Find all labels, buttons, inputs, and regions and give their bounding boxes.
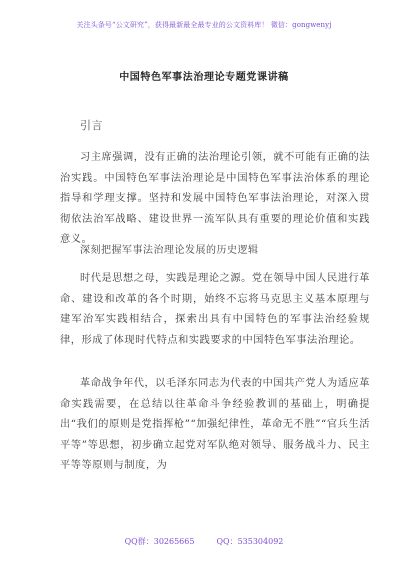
- footer-qq-group: QQ群：30265665: [124, 537, 195, 546]
- paragraph-history: 时代是思想之母，实践是理论之源。党在领导中国人民进行革命、建设和改革的各个时期，始终不忘将马克思主义基本原理与建军治军实践相结合，探索出具有中国特色的军事法治经验规律，形成了体现时代特点和实践要求的中国特色军事法治理论。: [60, 273, 370, 346]
- footer-contact: [0, 536, 408, 547]
- intro-heading: 引言: [80, 119, 103, 132]
- paragraph-revolution: 革命战争年代，以毛泽东同志为代表的中国共产党人为适应革命实践需要，在总结以往革命斗争经验教训的基础上，明确提出“我们的原则是党指挥枪”“加强纪律性，革命无不胜”“官兵生活平等”等思想，初步确立起党对军队绝对领导、服务战斗力、民主平等等原则与制度，为: [60, 378, 370, 471]
- document-title: 中国特色军事法治理论专题党课讲稿: [119, 72, 289, 83]
- paragraph-intro: 习主席强调，没有正确的法治理论引领，就不可能有正确的法治实践。中国特色军事法治理论是中国特色军事法治体系的理论指导和学理支撑。坚持和发展中国特色军事法治理论，对深入贯彻依法治军战略、建设世界一流军队具有重要的理论价值和实践意义。: [60, 152, 370, 245]
- header-banner: 关注头条号“公文研究”，获得最新最全最专业的公文资料库！ 微信：gongwenyj: [76, 21, 332, 29]
- footer-qq: QQ：535304092: [216, 537, 284, 546]
- section-heading-history: 深刻把握军事法治理论发展的历史逻辑: [80, 245, 259, 256]
